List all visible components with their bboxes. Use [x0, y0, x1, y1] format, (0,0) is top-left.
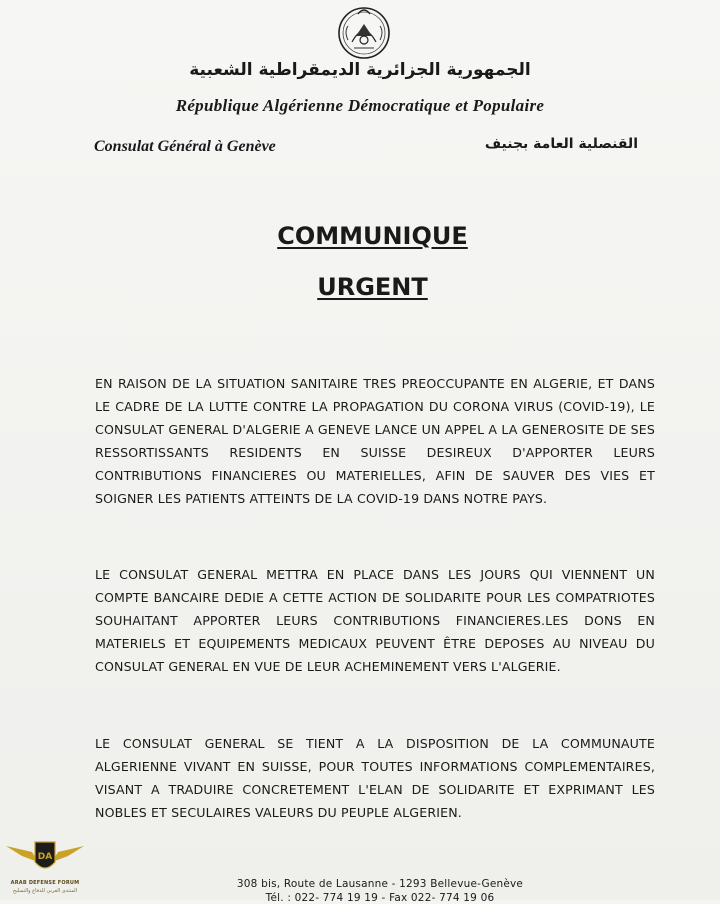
footer-phone-fax: Tél. : 022- 774 19 19 - Fax 022- 774 19 06	[265, 892, 495, 904]
consulate-name-arabic: القنصلية العامة بجنيف	[484, 136, 638, 152]
algeria-emblem-icon	[328, 2, 400, 62]
consulate-name-french: Consulat Général à Genève	[94, 138, 276, 155]
paragraph-bank-account: LE CONSULAT GENERAL METTRA EN PLACE DANS LES JOURS QUI VIENNENT UN COMPTE BANCAIRE DEDIE A CETTE ACTION DE SOLIDARITE POUR LES COMPATRIOTES SOUHAITANT APPORTER LEURS CONTRIBUTIONS FINANCIERES.LES DONS EN MATERIELS ET EQUIPEMENTS MEDICAUX PEUVENT ÊTRE DEPOSES AU NIVEAU DU CONSULAT GENERAL EN VUE DE LEUR ACHEMINEMENT VERS L'ALGERIE.	[95, 567, 655, 674]
republic-title-french: République Algérienne Démocratique et Populaire	[175, 96, 545, 115]
svg-text:DA: DA	[37, 852, 53, 862]
arab-defense-forum-logo-icon	[2, 832, 88, 880]
document-title-communique: COMMUNIQUE	[277, 222, 468, 250]
watermark-text-arabic: المنتدى العربي للدفاع والتسليح	[12, 888, 78, 894]
paragraph-appeal: EN RAISON DE LA SITUATION SANITAIRE TRES PREOCCUPANTE EN ALGERIE, ET DANS LE CADRE DE LA LUTTE CONTRE LA PROPAGATION DU CORONA VIRUS (COVID-19), LE CONSULAT GENERAL D'ALGERIE A GENEVE LANCE UN APPEL A LA GENEROSITE DE SES RESSORTISSANTS RESIDENTS EN SUISSE DESIREUX D'APPORTER LEURS CONTRIBUTIONS FINANCIERES OU MATERIELLES, AFIN DE SAUVER DES VIES ET SOIGNER LES PATIENTS ATTEINTS DE LA COVID-19 DANS NOTRE PAYS.	[95, 376, 655, 506]
watermark-text-english: ARAB DEFENSE FORUM	[10, 880, 80, 886]
footer-address: 308 bis, Route de Lausanne - 1293 Bellevue-Genève	[236, 878, 524, 890]
document-title-urgent: URGENT	[317, 273, 428, 301]
watermark-logo	[2, 832, 88, 898]
paragraph-availability: LE CONSULAT GENERAL SE TIENT A LA DISPOSITION DE LA COMMUNAUTE ALGERIENNE VIVANT EN SUISSE, POUR TOUTES INFORMATIONS COMPLEMENTAIRES, VISANT A TRADUIRE CONCRETEMENT L'ELAN DE SOLIDARITE ET EXPRIMANT LES NOBLES ET SECULAIRES VALEURS DU PEUPLE ALGERIEN.	[95, 736, 655, 820]
republic-title-arabic: الجمهورية الجزائرية الديمقراطية الشعبية	[189, 60, 531, 80]
